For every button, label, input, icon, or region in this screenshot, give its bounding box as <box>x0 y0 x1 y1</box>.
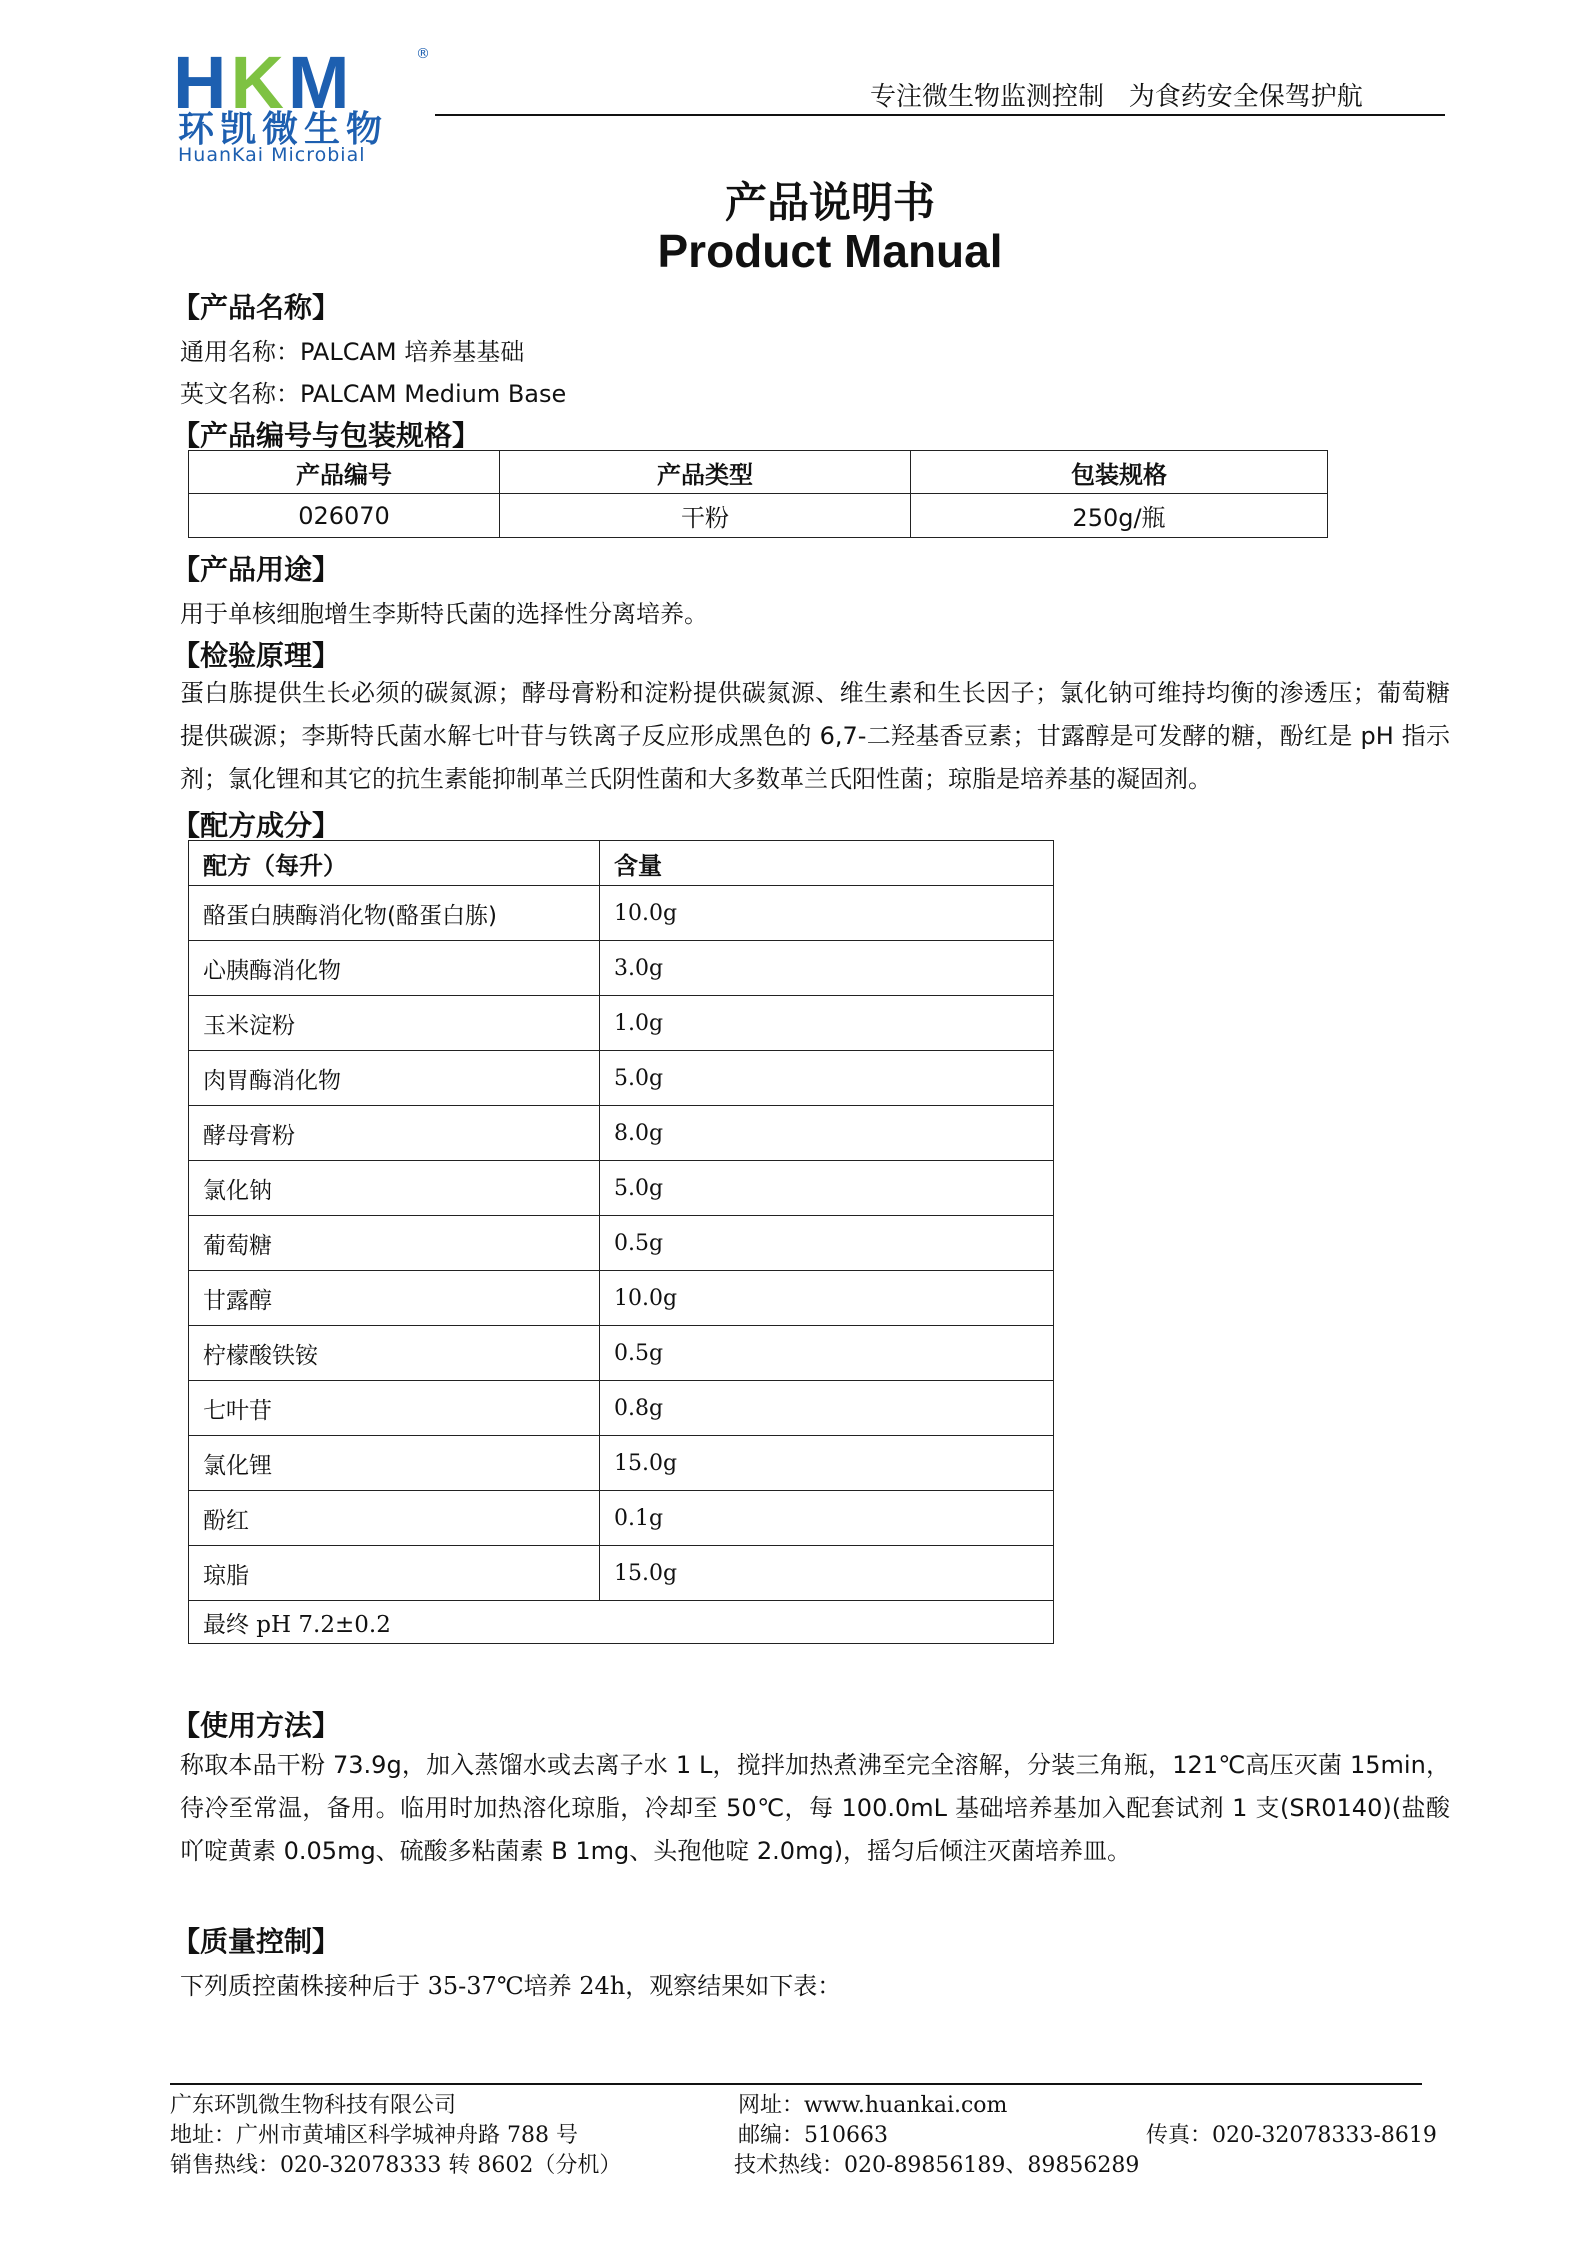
table-header-row <box>189 451 1328 494</box>
table-row <box>189 1546 1054 1601</box>
header-product-code: 产品编号 <box>189 451 500 494</box>
ingredient-name: 酵母膏粉 <box>189 1106 600 1161</box>
ingredient-name: 酚红 <box>189 1491 600 1546</box>
registered-mark: ® <box>416 46 430 62</box>
table-row <box>189 1271 1054 1326</box>
ingredient-amount: 3.0g <box>600 941 1054 996</box>
ingredient-amount: 0.1g <box>600 1491 1054 1546</box>
packaging-table <box>188 450 1328 538</box>
header-amount: 含量 <box>600 841 1054 886</box>
table-row <box>189 1326 1054 1381</box>
footer-postcode: 邮编：510663 <box>738 2123 888 2148</box>
ingredient-amount: 0.8g <box>600 1381 1054 1436</box>
english-name: 英文名称：PALCAM Medium Base <box>180 380 567 408</box>
header-product-type: 产品类型 <box>500 451 911 494</box>
table-row <box>189 494 1328 538</box>
principle-text: 蛋白胨提供生长必须的碳氮源；酵母膏粉和淀粉提供碳氮源、维生素和生长因子；氯化钠可维持均衡的渗透压；葡萄糖提供碳源；李斯特氏菌水解七叶苷与铁离子反应形成黑色的 6,7-二羟基香豆素；甘露醇是可发酵的糖，酚红是 pH 指示剂；氯化锂和其它的抗生素能抑制革兰氏阴性菌和大多数革兰氏阳性菌；琼脂是培养基的凝固剂。 <box>180 679 1450 793</box>
footer-fax: 传真：020-32078333-8619 <box>1146 2123 1437 2148</box>
ingredient-name: 酪蛋白胰酶消化物(酪蛋白胨) <box>189 886 600 941</box>
ingredient-amount: 5.0g <box>600 1161 1054 1216</box>
ingredient-amount: 0.5g <box>600 1216 1054 1271</box>
usage-text: 用于单核细胞增生李斯特氏菌的选择性分离培养。 <box>180 600 708 628</box>
logo-letter-k: K <box>230 41 288 124</box>
table-row <box>189 1436 1054 1491</box>
ingredient-name: 甘露醇 <box>189 1271 600 1326</box>
ingredient-name: 葡萄糖 <box>189 1216 600 1271</box>
ingredient-amount: 15.0g <box>600 1546 1054 1601</box>
table-header-row <box>189 841 1054 886</box>
ingredient-name: 柠檬酸铁铵 <box>189 1326 600 1381</box>
section-heading-method: 【使用方法】 <box>172 1709 341 1742</box>
header-formula: 配方（每升） <box>189 841 600 886</box>
footer-tech-hotline: 技术热线：020-89856189、89856289 <box>734 2153 1140 2178</box>
section-heading-product-name: 【产品名称】 <box>172 291 341 324</box>
header-divider <box>435 114 1445 116</box>
ingredient-name: 心胰酶消化物 <box>189 941 600 996</box>
footer-address: 地址：广州市黄埔区科学城神舟路 788 号 <box>170 2123 578 2148</box>
product-code: 026070 <box>189 494 500 538</box>
final-ph: 最终 pH 7.2±0.2 <box>189 1601 1054 1644</box>
header-package-size: 包装规格 <box>911 451 1328 494</box>
section-heading-packaging: 【产品编号与包装规格】 <box>172 419 481 452</box>
table-row <box>189 1106 1054 1161</box>
ingredient-amount: 0.5g <box>600 1326 1054 1381</box>
ingredient-name: 肉胃酶消化物 <box>189 1051 600 1106</box>
table-row <box>189 1051 1054 1106</box>
table-row <box>189 941 1054 996</box>
ingredient-name: 玉米淀粉 <box>189 996 600 1051</box>
ingredient-amount: 8.0g <box>600 1106 1054 1161</box>
table-row <box>189 1161 1054 1216</box>
ingredient-amount: 15.0g <box>600 1436 1054 1491</box>
package-size: 250g/瓶 <box>911 494 1328 538</box>
ingredient-name: 氯化锂 <box>189 1436 600 1491</box>
footer-website: 网址：www.huankai.com <box>738 2093 1008 2118</box>
section-heading-formula: 【配方成分】 <box>172 809 341 842</box>
ingredient-name: 七叶苷 <box>189 1381 600 1436</box>
ingredient-amount: 1.0g <box>600 996 1054 1051</box>
table-row <box>189 996 1054 1051</box>
footer-company: 广东环凯微生物科技有限公司 <box>170 2093 457 2118</box>
formula-table <box>188 840 1054 1644</box>
logo-chinese-name: 环凯微生物 <box>178 109 389 150</box>
ingredient-amount: 5.0g <box>600 1051 1054 1106</box>
logo-letter-m: M <box>287 41 354 124</box>
ingredient-amount: 10.0g <box>600 1271 1054 1326</box>
final-ph-row <box>189 1601 1054 1644</box>
document-title-en: Product Manual <box>657 225 1003 277</box>
method-text: 称取本品干粉 73.9g，加入蒸馏水或去离子水 1 L，搅拌加热煮沸至完全溶解，分装三角瓶，121℃高压灭菌 15min，待冷至常温，备用。临用时加热溶化琼脂，冷却至 50℃，每 100.0mL 基础培养基加入配套试剂 1 支(SR0140)(盐酸吖啶黄素 0.05mg、硫酸多粘菌素 B 1mg、头孢他啶 2.0mg)，摇匀后倾注灭菌培养皿。 <box>180 1751 1450 1865</box>
section-heading-usage: 【产品用途】 <box>172 553 341 586</box>
table-row <box>189 1216 1054 1271</box>
product-type: 干粉 <box>500 494 911 538</box>
section-heading-principle: 【检验原理】 <box>172 639 341 672</box>
header-slogan: 专注微生物监测控制 为食药安全保驾护航 <box>870 82 1363 112</box>
section-heading-quality: 【质量控制】 <box>172 1925 341 1958</box>
logo-english-name: HuanKai Microbial <box>178 144 366 166</box>
footer-sales-hotline: 销售热线：020-32078333 转 8602（分机） <box>170 2153 622 2178</box>
document-title-cn: 产品说明书 <box>724 178 935 227</box>
footer-divider <box>170 2083 1422 2085</box>
table-row <box>189 886 1054 941</box>
quality-text: 下列质控菌株接种后于 35-37℃培养 24h，观察结果如下表： <box>180 1972 842 2000</box>
table-row <box>189 1381 1054 1436</box>
ingredient-name: 琼脂 <box>189 1546 600 1601</box>
ingredient-amount: 10.0g <box>600 886 1054 941</box>
common-name: 通用名称：PALCAM 培养基基础 <box>180 338 525 366</box>
ingredient-name: 氯化钠 <box>189 1161 600 1216</box>
logo-letter-h: H <box>173 41 231 124</box>
table-row <box>189 1491 1054 1546</box>
